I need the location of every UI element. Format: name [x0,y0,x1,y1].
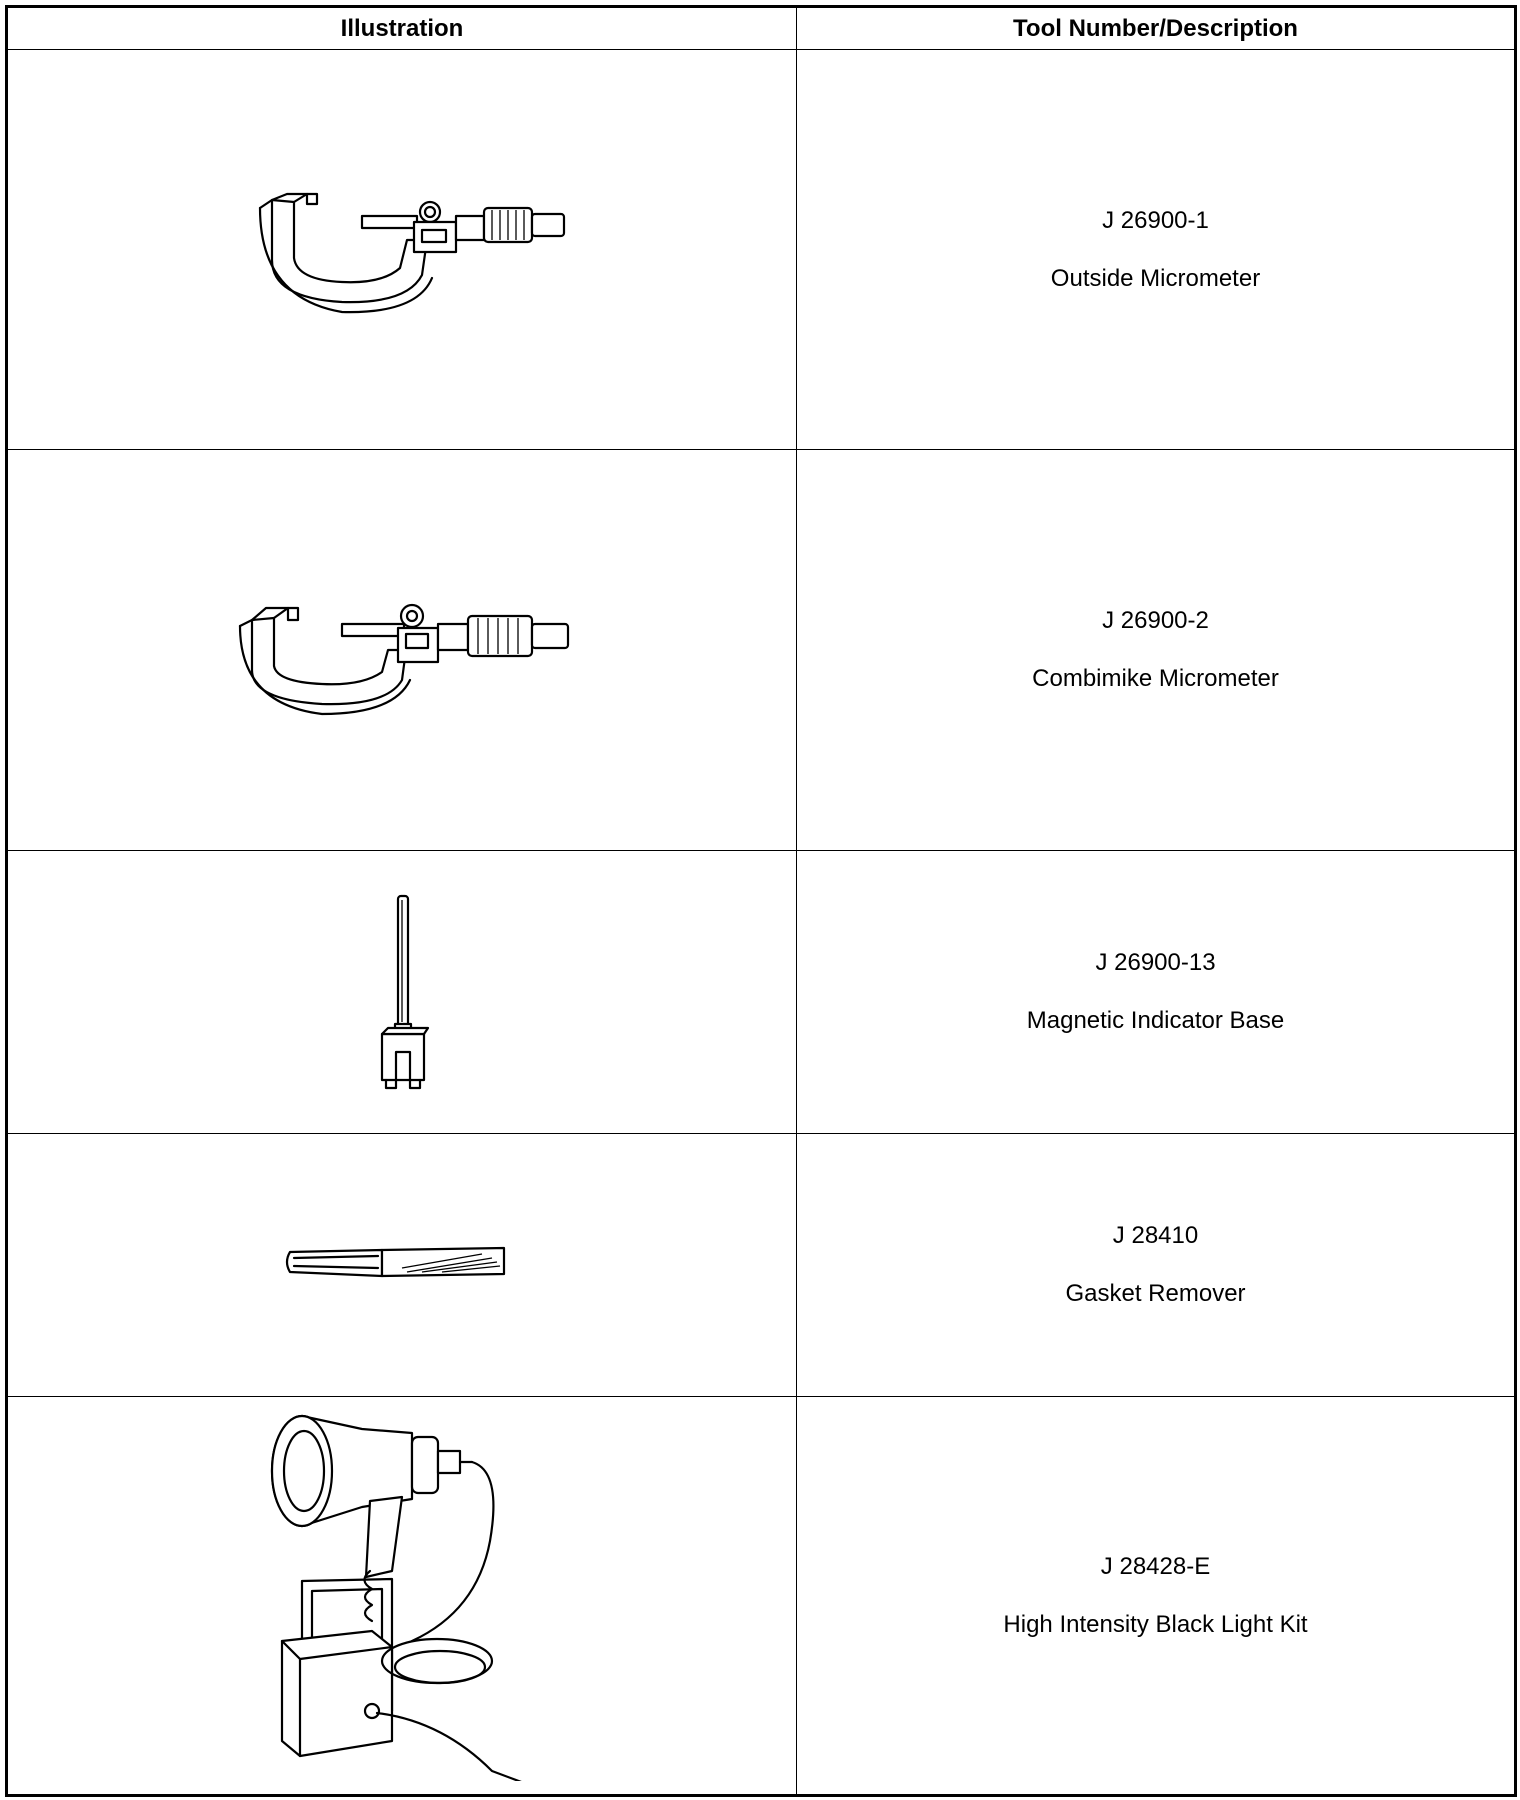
outside-micrometer-icon [232,180,572,320]
tool-number: J 26900-1 [1102,206,1209,234]
tool-number: J 26900-2 [1102,607,1209,634]
illustration-cell [7,1397,797,1796]
tool-description: Outside Micrometer [1050,264,1261,292]
illustration-cell [7,1134,797,1397]
header-row [7,7,1516,50]
tool-number: J 26900-13 [1095,949,1216,976]
table-row [7,1397,1516,1796]
description-cell [797,851,1516,1134]
tool-description: Combimike Micrometer [1032,665,1279,692]
tool-number: J 28410 [1112,1222,1199,1249]
header-tool-number-description: Tool Number/Description [797,7,1516,50]
description-cell [797,450,1516,851]
table-row [7,450,1516,851]
tool-number: J 28428-E [1100,1552,1211,1580]
description-cell [797,50,1516,450]
magnetic-indicator-base-icon [362,892,442,1092]
illustration-cell [7,450,797,851]
black-light-kit-icon [262,1411,542,1781]
illustration-cell [7,50,797,450]
tool-description: Magnetic Indicator Base [1026,1007,1285,1034]
table-row [7,851,1516,1134]
tool-description: Gasket Remover [1065,1280,1246,1307]
description-cell [797,1134,1516,1397]
table-row [7,1134,1516,1397]
special-tools-table [5,5,1517,1797]
tool-description: High Intensity Black Light Kit [1003,1610,1308,1638]
table-row [7,50,1516,450]
combimike-micrometer-icon [222,580,582,720]
header-illustration: Illustration [7,7,797,50]
description-cell [797,1397,1516,1796]
illustration-cell [7,851,797,1134]
gasket-remover-icon [282,1240,522,1290]
